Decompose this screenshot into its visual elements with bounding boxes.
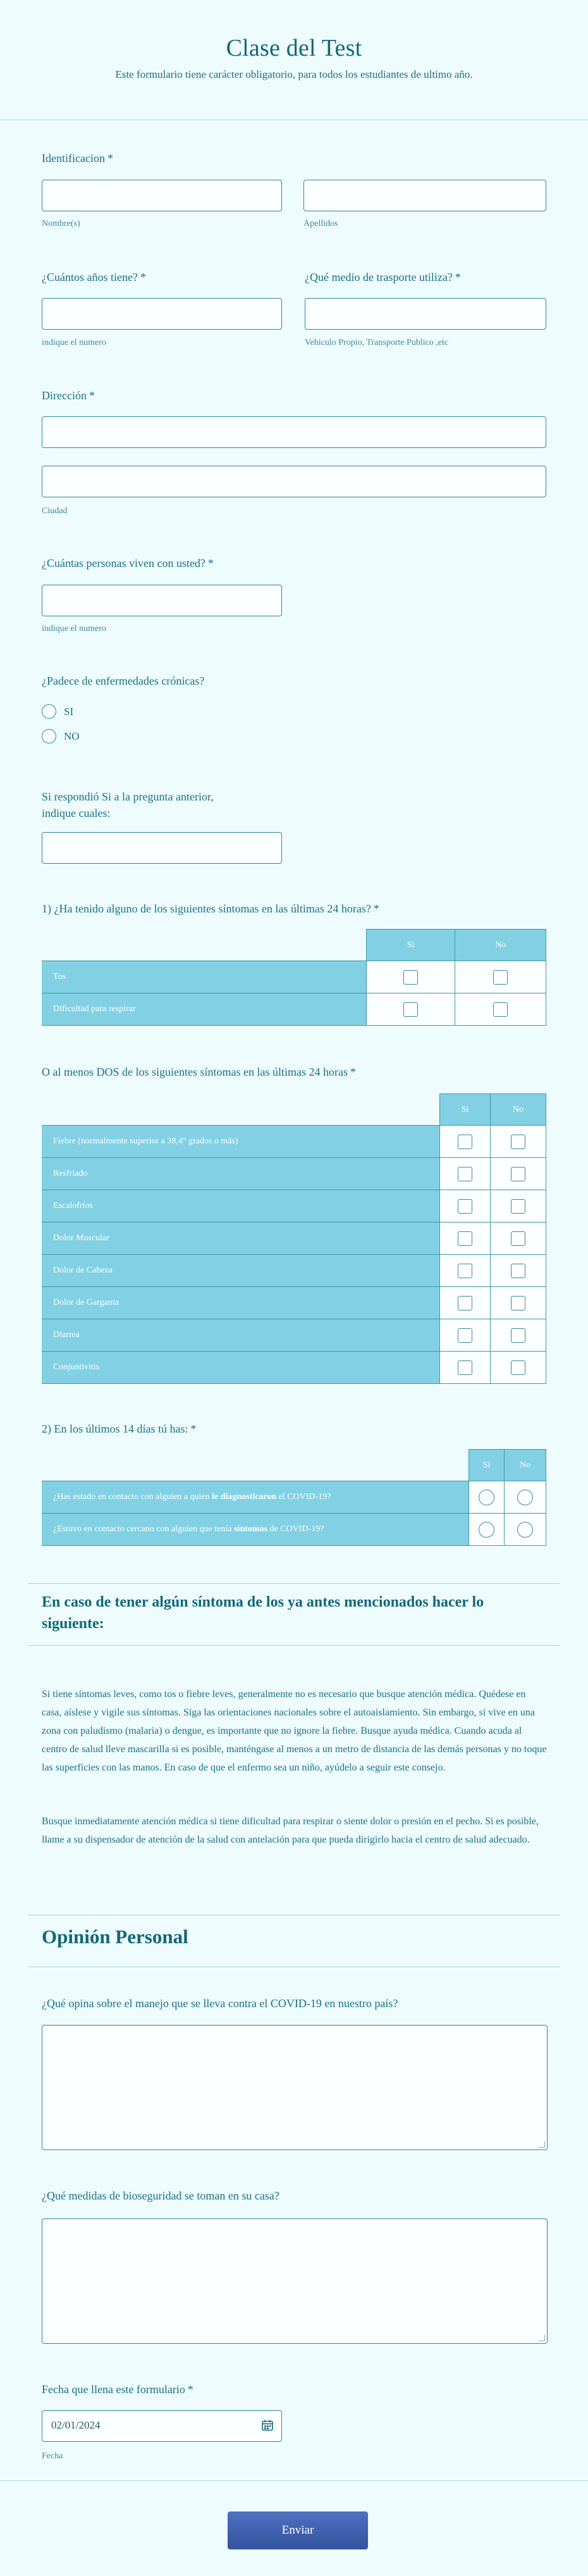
opinion-question-1: ¿Qué opina sobre el manejo que se lleva contra el COVID-19 en nuestro país? <box>42 1997 398 2010</box>
which-input[interactable] <box>42 832 282 864</box>
radio-button[interactable] <box>517 1522 533 1538</box>
table-row <box>42 1190 546 1223</box>
calendar-icon[interactable] <box>261 2419 274 2432</box>
last-name-sublabel: Apellidos <box>303 219 338 228</box>
q2-row-label: ¿Estuvo en contacto cercano con alguien que tenía síntomas de COVID-19? <box>42 1514 469 1546</box>
opinion-title: Opinión Personal <box>42 1926 188 1948</box>
table-row <box>42 1158 546 1190</box>
which-label: Si respondió Si a la pregunta anterior, indique cuales: <box>42 790 214 819</box>
checkbox[interactable] <box>458 1167 472 1181</box>
checkbox[interactable] <box>458 1231 472 1246</box>
q2-label: 2) En los últimos 14 días tú has: * <box>42 1422 197 1435</box>
info-title: En caso de tener algún síntoma de los ya antes mencionados hacer lo siguiente: <box>42 1594 484 1632</box>
table-row <box>42 961 546 993</box>
date-label: Fecha que llena este formulario * <box>42 2383 193 2396</box>
transport-input[interactable] <box>305 298 546 330</box>
checkbox[interactable] <box>511 1199 525 1214</box>
checkbox[interactable] <box>493 970 508 985</box>
radio-circle[interactable] <box>42 704 56 719</box>
resize-handle-icon[interactable] <box>539 2335 545 2341</box>
checkbox[interactable] <box>458 1135 472 1149</box>
form-header <box>0 0 588 120</box>
q1b-col-no: No <box>491 1094 546 1126</box>
q1b-row-label: Dolor de Cabeza <box>42 1255 440 1287</box>
table-row <box>42 1287 546 1319</box>
q1b-row-label: Resfriado <box>42 1158 440 1190</box>
q2-matrix <box>42 1449 546 1546</box>
address-label: Dirección * <box>42 389 95 402</box>
table-row <box>42 1481 546 1514</box>
q1-matrix <box>42 929 546 1026</box>
resize-handle-icon[interactable] <box>539 2141 545 2148</box>
q1-row-label: Tos <box>42 961 367 993</box>
table-row <box>42 1352 546 1384</box>
table-row <box>42 1514 546 1546</box>
first-name-sublabel: Nombre(s) <box>42 219 80 228</box>
age-label: ¿Cuántos años tiene? * <box>42 271 146 283</box>
divider <box>28 1645 560 1646</box>
transport-sublabel: Vehiculo Propio, Transporte Publico ,etc <box>305 338 449 347</box>
transport-label: ¿Qué medio de trasporte utiliza? * <box>305 271 461 283</box>
q1b-row-label: Escalofríos <box>42 1190 440 1223</box>
q2-col-si: Si <box>469 1450 505 1481</box>
checkbox[interactable] <box>403 970 418 985</box>
address-input[interactable] <box>42 416 546 448</box>
q1-col-si: Si <box>367 930 455 961</box>
table-row <box>42 993 546 1026</box>
form-subtitle: Este formulario tiene carácter obligatorio, para todos los estudiantes de ultimo año. <box>115 68 473 80</box>
q1b-col-si: Si <box>440 1094 491 1126</box>
divider <box>28 1583 560 1584</box>
city-input[interactable] <box>42 466 546 497</box>
checkbox[interactable] <box>511 1328 525 1343</box>
q2-row-label: ¿Has estado en contacto con alguien a quien le diagnosticaron el COVID-19? <box>42 1481 469 1514</box>
table-row <box>42 1126 546 1158</box>
opinion-question-2: ¿Qué medidas de bioseguridad se toman en su casa? <box>42 2189 279 2202</box>
date-input[interactable] <box>42 2410 282 2442</box>
opinion-textarea-2[interactable] <box>42 2218 548 2344</box>
identificacion-label: Identificacion * <box>42 152 113 165</box>
form-footer <box>0 2480 588 2576</box>
date-sublabel: Fecha <box>42 2451 63 2461</box>
q1b-matrix <box>42 1093 546 1384</box>
checkbox[interactable] <box>403 1002 418 1017</box>
city-sublabel: Ciudad <box>42 506 68 516</box>
last-name-input[interactable] <box>303 180 546 211</box>
household-input[interactable] <box>42 585 282 616</box>
checkbox[interactable] <box>458 1360 472 1375</box>
household-sublabel: indique el numero <box>42 624 106 633</box>
table-row <box>42 1223 546 1255</box>
checkbox[interactable] <box>458 1296 472 1310</box>
checkbox[interactable] <box>493 1002 508 1017</box>
chronic-option-no[interactable]: NO <box>42 729 80 744</box>
household-label: ¿Cuántas personas viven con usted? * <box>42 557 214 569</box>
radio-circle[interactable] <box>42 729 56 744</box>
checkbox[interactable] <box>511 1135 525 1149</box>
checkbox[interactable] <box>511 1167 525 1181</box>
radio-button[interactable] <box>479 1490 494 1505</box>
q2-col-no: No <box>505 1450 546 1481</box>
q1b-row-label: Dolor Muscular <box>42 1223 440 1255</box>
checkbox[interactable] <box>511 1231 525 1246</box>
first-name-input[interactable] <box>42 180 282 211</box>
table-row <box>42 1319 546 1352</box>
chronic-label: ¿Padece de enfermedades crónicas? <box>42 675 205 687</box>
form-title: Clase del Test <box>226 35 362 61</box>
submit-button[interactable]: Enviar <box>228 2511 368 2549</box>
checkbox[interactable] <box>511 1296 525 1310</box>
radio-button[interactable] <box>517 1490 533 1505</box>
checkbox[interactable] <box>511 1264 525 1278</box>
info-paragraph-1: Si tiene síntomas leves, como tos o fiebre leves, generalmente no es necesario que busque atención médica. Quédese en casa, aíslese y vigile sus síntomas. Siga las orientaciones nacionales sobre el autoaislamiento. Sin embargo, si vive en una zona con paludismo (malaria) o dengue, es importante que no ignore la fiebre. Busque ayuda médica. Cuando acuda al centro de salud lleve mascarilla si es posible, manténgase al menos a un metro de distancia de las demás personas y no toque las superficies con las manos. En caso de que el enfermo sea un niño, ayúdelo a seguir este consejo. <box>42 1689 547 1773</box>
table-row <box>42 1255 546 1287</box>
checkbox[interactable] <box>458 1328 472 1343</box>
checkbox[interactable] <box>458 1264 472 1278</box>
chronic-option-si[interactable]: SI <box>42 704 73 719</box>
q1b-row-label: Conjuntivitis <box>42 1352 440 1384</box>
opinion-textarea-1[interactable] <box>42 2025 548 2150</box>
q1b-row-label: Dolor de Garganta <box>42 1287 440 1319</box>
q1b-row-label: Fiebre (normalmente superior a 38,4° grados o más) <box>42 1126 440 1158</box>
age-input[interactable] <box>42 298 282 330</box>
checkbox[interactable] <box>511 1360 525 1375</box>
q1b-label: O al menos DOS de los siguientes síntomas en las últimas 24 horas * <box>42 1066 356 1078</box>
q1-col-no: No <box>455 930 546 961</box>
checkbox[interactable] <box>458 1199 472 1214</box>
q1-label: 1) ¿Ha tenido alguno de los siguientes síntomas en las últimas 24 horas? * <box>42 902 379 915</box>
radio-button[interactable] <box>479 1522 494 1538</box>
age-sublabel: indique el numero <box>42 338 106 347</box>
date-value: 02/01/2024 <box>51 2419 101 2431</box>
info-paragraph-2: Busque inmediatamente atención médica si tiene dificultad para respirar o siente dolor o presión en el pecho. Si es posible, llame a su dispensador de atención de la salud con antelación para que pueda dirigirlo hacia el centro de salud adecuado. <box>42 1816 539 1845</box>
q1-row-label: Dificultad para respirar <box>42 993 367 1026</box>
q1b-row-label: Diarrea <box>42 1319 440 1352</box>
